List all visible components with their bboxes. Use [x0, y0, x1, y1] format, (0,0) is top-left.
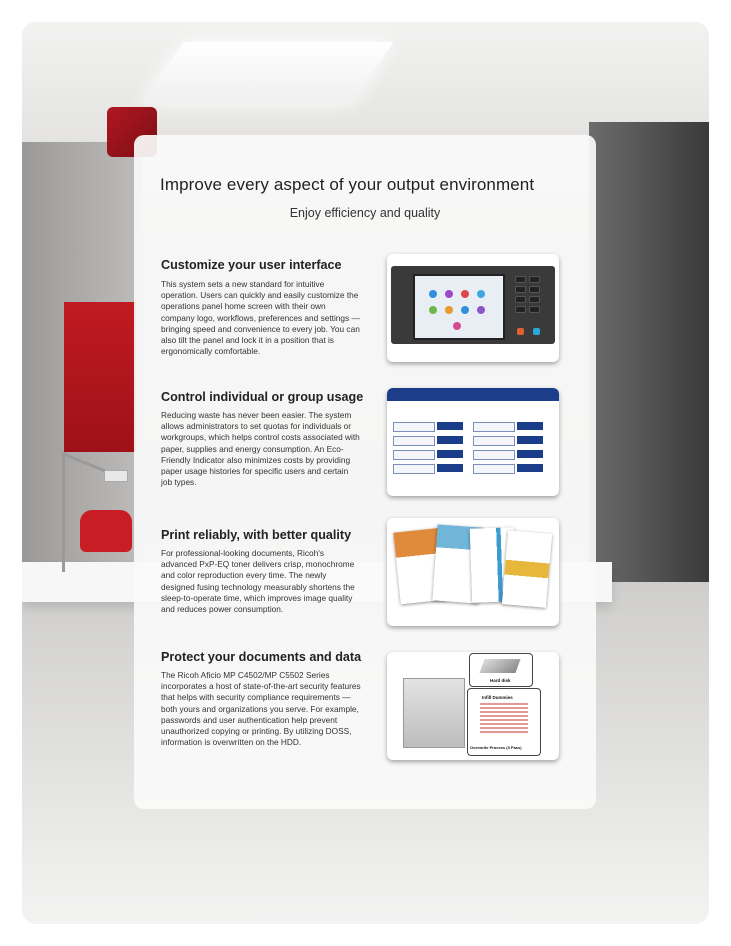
page-headline: Improve every aspect of your output environment	[160, 175, 535, 194]
section-title-usage: Control individual or group usage	[161, 390, 364, 404]
section-body-usage: Reducing waste has never been easier. The system allows administrators to set quotas for individuals or workgroups, which helps control costs associated with paper, supplies and energy consumption. An Eco-Friendly Indicator also minimizes costs by providing paper usage histories for specific users and certain job types.	[161, 410, 360, 488]
app-icon	[453, 322, 461, 330]
panel-touchscreen	[413, 274, 505, 340]
overwrite-box	[467, 688, 541, 756]
control-panel-image	[387, 254, 559, 362]
keypad-key	[529, 286, 540, 293]
hard-disk-box	[469, 653, 533, 687]
hard-disk-icon	[479, 659, 520, 673]
settings-header-bar	[387, 388, 559, 401]
section-body-security: The Ricoh Aficio MP C4502/MP C5502 Series incorporates a host of state-of-the-art security features that helps with security compliance requirements — both yours and organizations you serve. For example, passwords and user authentication help prevent unauthorized copying or printing. By utilizing DOSS, information is overwritten on the HDD.	[161, 670, 361, 748]
brochure-sample	[502, 530, 552, 608]
section-title-quality: Print reliably, with better quality	[161, 528, 352, 542]
hard-disk-label: Hard disk	[490, 678, 511, 683]
usage-settings-image	[387, 388, 559, 496]
app-icon	[461, 290, 469, 298]
settings-row	[393, 450, 553, 459]
section-title-security: Protect your documents and data	[161, 650, 362, 664]
stop-key	[517, 328, 524, 335]
infill-label: Infill Dummies	[482, 695, 513, 700]
app-icon	[445, 306, 453, 314]
printed-samples-image	[387, 518, 559, 626]
keypad-key	[515, 286, 526, 293]
app-icon	[429, 306, 437, 314]
keypad-key	[529, 276, 540, 283]
ceiling-light	[140, 42, 393, 104]
section-body-quality: For professional-looking documents, Ricoh's advanced PxP-EQ toner delivers crisp, monochrome and color reproduction every time. The newly designed fusing technology measurably shortens the sleep-to-operate time, which improves image quality and reduces power consumption.	[161, 548, 355, 615]
keypad-key	[529, 296, 540, 303]
keypad-key	[529, 306, 540, 313]
lamp-head	[104, 470, 128, 482]
keypad-key	[515, 276, 526, 283]
settings-row	[393, 464, 553, 473]
keypad-key	[515, 296, 526, 303]
start-key	[533, 328, 540, 335]
red-chair	[80, 510, 132, 552]
security-diagram-image	[387, 652, 559, 760]
section-title-customize: Customize your user interface	[161, 258, 342, 272]
page-subhead: Enjoy efficiency and quality	[289, 206, 441, 220]
printer-icon	[403, 678, 465, 748]
keypad-key	[515, 306, 526, 313]
settings-row	[393, 422, 553, 431]
app-icon	[445, 290, 453, 298]
section-body-customize: This system sets a new standard for intuitive operation. Users can quickly and easily customize the operations panel home screen with their own company logo, workflows, preferences and settings — bringing speed and convenience to every job. You can also tilt the panel and lock it in a position that is ergonomically comfortable.	[161, 279, 360, 357]
red-cabinet	[64, 302, 136, 452]
overwrite-data-pattern	[480, 703, 528, 733]
overwrite-label: Overwrite Process (3 Pass)	[470, 745, 522, 750]
app-icon	[477, 306, 485, 314]
settings-row	[393, 436, 553, 445]
app-icon	[461, 306, 469, 314]
lamp-pole	[62, 452, 65, 572]
app-icon	[429, 290, 437, 298]
control-panel	[391, 266, 555, 344]
app-icon	[477, 290, 485, 298]
